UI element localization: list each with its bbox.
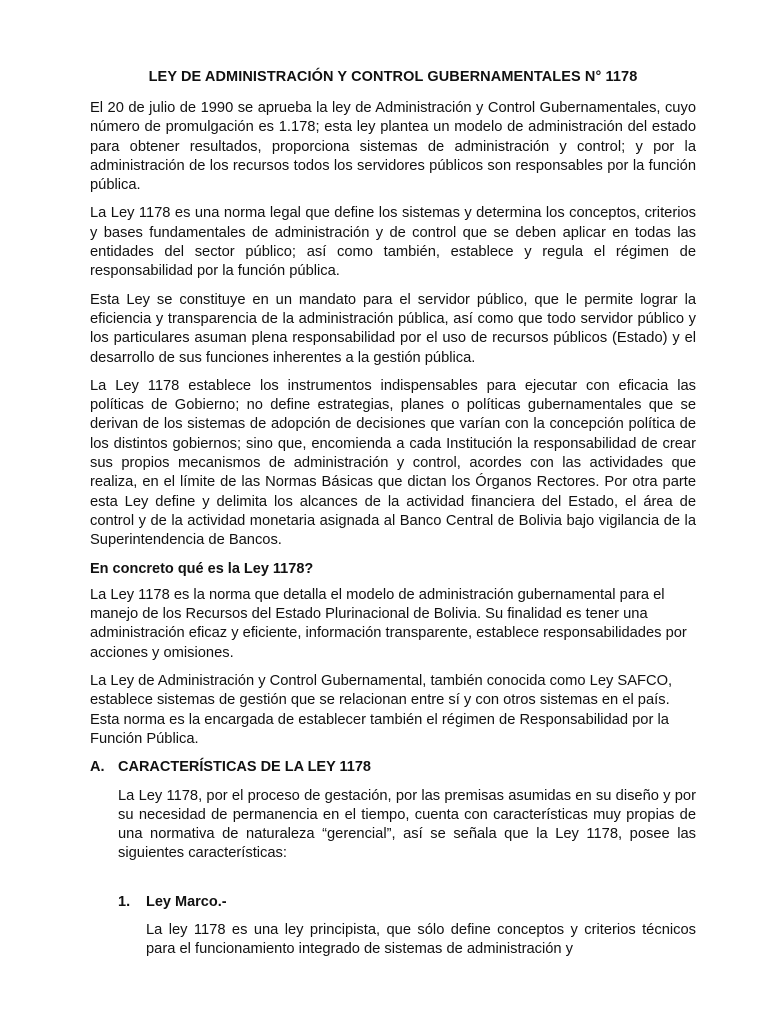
item-1-title: Ley Marco.- bbox=[146, 893, 227, 910]
paragraph-mandate: Esta Ley se constituye en un mandato para el servidor público, que le permite lograr la eficiencia y transparencia de la administración pública, así como que todo servidor público y los particulares asuman plena responsabilidad por el uso de recursos públicos (Estado) y el desarrollo de sus funciones inherentes a la gestión pública. bbox=[90, 291, 696, 366]
section-a-title: CARACTERÍSTICAS DE LA LEY 1178 bbox=[118, 759, 371, 776]
section-a-heading bbox=[90, 758, 696, 777]
item-1-marker: 1. bbox=[118, 893, 131, 910]
paragraph-intro: El 20 de julio de 1990 se aprueba la ley de Administración y Control Gubernamentales, cuyo número de promulgación es 1.178; esta ley plantea un modelo de administración del estado para obtener resultados, proporciona sistemas de administración y control; y por la administración de los recursos todos los servidores públicos son responsables por la función pública. bbox=[90, 100, 696, 194]
section-a-marker: A. bbox=[90, 759, 105, 776]
item-1-heading bbox=[118, 893, 696, 912]
subheading-what-is: En concreto qué es la Ley 1178? bbox=[90, 560, 314, 577]
paragraph-ley-marco: La ley 1178 es una ley principista, que sólo define conceptos y criterios técnicos para el funcionamiento integrado de sistemas de administración y bbox=[146, 921, 696, 958]
document-title: LEY DE ADMINISTRACIÓN Y CONTROL GUBERNAMENTALES N° 1178 bbox=[148, 69, 638, 85]
paragraph-safco: La Ley de Administración y Control Gubernamental, también conocida como Ley SAFCO, establece sistemas de gestión que se relacionan entre sí y con otros sistemas en el país. Esta norma es la encargada de establecer también el régimen de Responsabilidad por la Función Pública. bbox=[90, 673, 673, 747]
paragraph-model: La Ley 1178 es la norma que detalla el modelo de administración gubernamental para el manejo de los Recursos del Estado Plurinacional de Bolivia. Su finalidad es tener una administración eficaz y eficiente, información transparente, establece responsabilidades por acciones y omisiones. bbox=[90, 586, 687, 661]
paragraph-characteristics: La Ley 1178, por el proceso de gestación, por las premisas asumidas en su diseño y por su necesidad de permanencia en el tiempo, cuenta con características muy propias de una normativa de naturaleza “gerencial”, así se señala que la Ley 1178, posee las siguientes características: bbox=[118, 787, 696, 862]
paragraph-instruments: La Ley 1178 establece los instrumentos indispensables para ejecutar con eficacia las políticas de Gobierno; no define estrategias, planes o políticas gubernamentales que se derivan de los sistemas de adopción de decisiones que varían con la concepción política de los distintos gobiernos; sino que, encomienda a cada Institución la responsabilidad de crear sus propios mecanismos de administración y control, acordes con las actividades que realiza, en el límite de las Normas Básicas que dictan los Órganos Rectores. Por otra parte esta Ley define y delimita los alcances de la actividad financiera del Estado, el área de control y de la actividad monetaria asignada al Banco Central de Bolivia bajo vigilancia de la Superintendencia de Bancos. bbox=[90, 377, 696, 549]
paragraph-definition: La Ley 1178 es una norma legal que define los sistemas y determina los conceptos, criterios y bases fundamentales de administración y de control que se deben aplicar en todas las entidades del sector público; así como también, establece y regula el régimen de responsabilidad por la función pública. bbox=[90, 205, 696, 280]
